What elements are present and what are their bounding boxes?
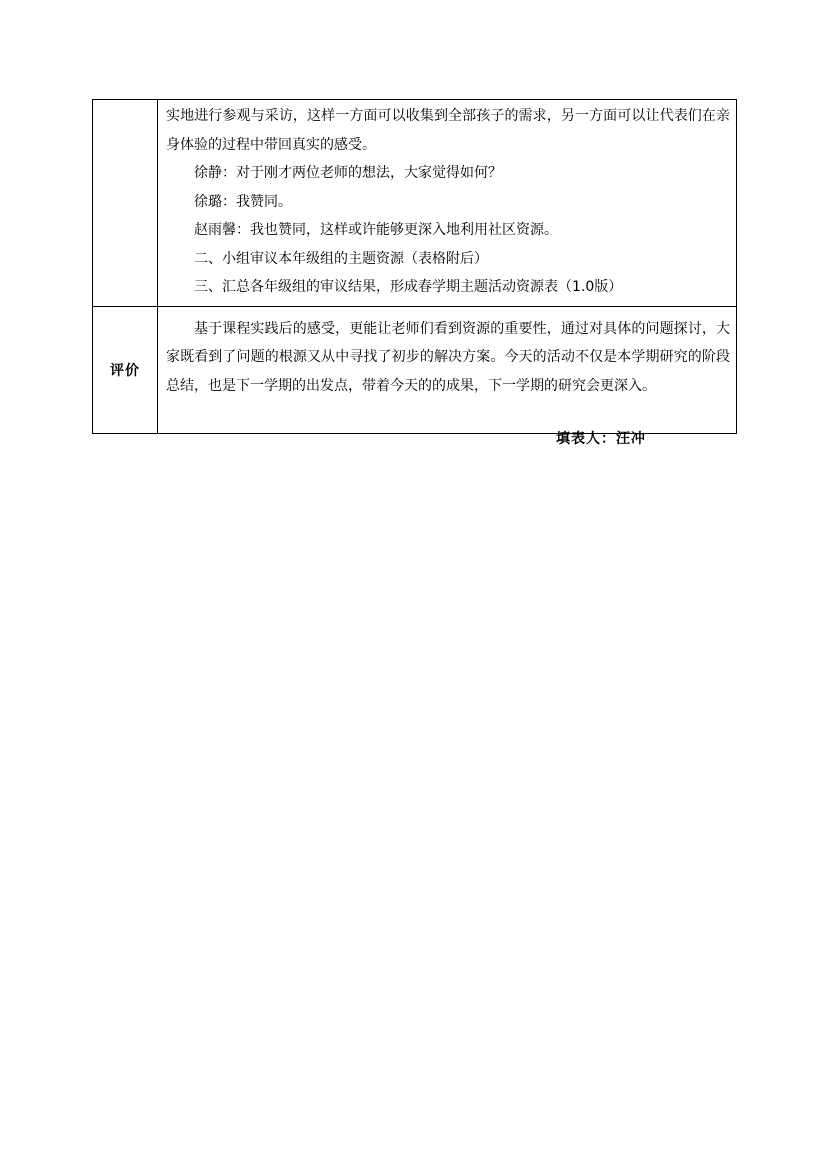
evaluation-label-cell (93, 306, 158, 433)
row-label-empty (93, 100, 158, 307)
discussion-item-two: 二、小组审议本年级组的主题资源（表格附后） (194, 250, 488, 267)
discussion-item-three: 三、汇总各年级组的审议结果，形成春学期主题活动资源表（1.0版） (194, 279, 623, 295)
record-table (92, 99, 737, 434)
table-row-discussion (93, 100, 737, 307)
discussion-paragraph-continued: 实地进行参观与采访，这样一方面可以收集到全部孩子的需求，另一方面可以让代表们在亲身体验的过程中带回真实的感受。 (166, 108, 730, 153)
discussion-paragraph-xulu: 徐璐：我赞同。 (194, 193, 292, 210)
discussion-content (158, 100, 737, 307)
evaluation-paragraph: 基于课程实践后的感受，更能让老师们看到资源的重要性，通过对具体的问题探讨，大家既看到了问题的根源又从中寻找了初步的解决方案。今天的活动不仅是本学期研究的阶段总结，也是下一学期的出发点，带着今天的的成果，下一学期的研究会更深入。 (166, 320, 730, 394)
evaluation-content (158, 306, 737, 433)
discussion-paragraph-zhaoyuxin: 赵雨馨：我也赞同，这样或许能够更深入地利用社区资源。 (194, 222, 558, 238)
form-filler: 填表人：汪冲 (556, 431, 646, 447)
table-row-evaluation (93, 306, 737, 433)
evaluation-label: 评价 (110, 362, 140, 379)
discussion-paragraph-xujing: 徐静：对于刚才两位老师的想法，大家觉得如何？ (194, 165, 502, 181)
